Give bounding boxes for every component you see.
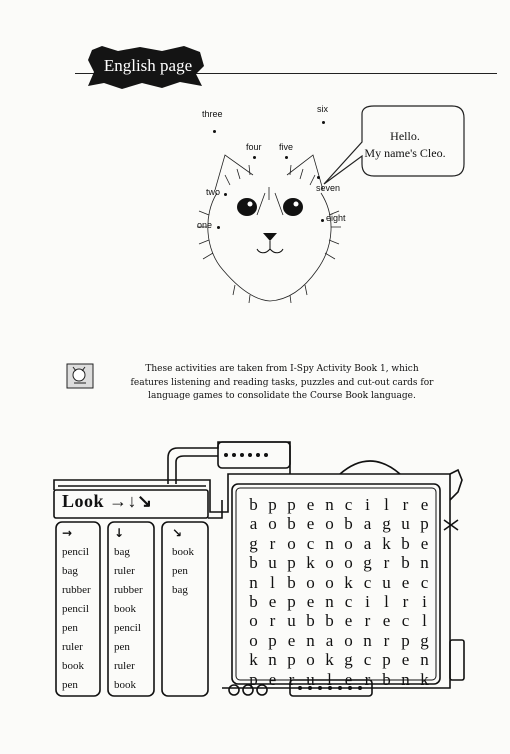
grid-letter: b xyxy=(306,611,315,631)
grid-letter: e xyxy=(344,669,353,689)
grid-letter: c xyxy=(401,611,410,631)
grid-letter: b xyxy=(249,591,258,611)
grid-letter: u xyxy=(306,669,315,689)
grid-letter: u xyxy=(287,611,296,631)
speech-line-1: Hello. xyxy=(390,129,420,143)
grid-letter: c xyxy=(306,533,315,553)
grid-letter: e xyxy=(401,650,410,670)
grid-letter: n xyxy=(420,650,429,670)
grid-letter: e xyxy=(306,591,315,611)
grid-letter: e xyxy=(306,495,315,514)
grid-letter: p xyxy=(287,495,296,514)
grid-letter: u xyxy=(382,572,391,592)
grid-letter: g xyxy=(363,553,372,573)
word-column-diagonal xyxy=(172,524,194,600)
grid-letter: r xyxy=(402,591,409,611)
word-column-across xyxy=(62,524,91,695)
grid-letter: b xyxy=(401,553,410,573)
grid-letter: p xyxy=(382,650,391,670)
grid-letter: b xyxy=(401,533,410,553)
grid-letter: l xyxy=(384,495,389,514)
dot-label-two: two xyxy=(206,187,221,197)
list-item: book xyxy=(114,679,136,691)
grid-letter: p xyxy=(287,650,296,670)
grid-letter: r xyxy=(402,495,409,514)
grid-letter: p xyxy=(420,514,429,534)
list-item: book xyxy=(62,660,84,672)
grid-letter: b xyxy=(249,495,258,514)
list-item: ruler xyxy=(62,641,83,653)
grid-letter: a xyxy=(363,514,372,534)
list-item: pencil xyxy=(114,622,141,634)
down-arrow-icon: ↓ xyxy=(114,526,125,540)
grid-letter: e xyxy=(420,495,429,514)
caption-line-3: language games to consolidate the Course Book language. xyxy=(148,391,416,401)
list-item: pen xyxy=(62,679,78,691)
list-item: bag xyxy=(114,546,130,558)
grid-letter: p xyxy=(268,495,277,514)
grid-letter: b xyxy=(287,514,296,534)
grid-letter: r xyxy=(383,553,390,573)
grid-letter: b xyxy=(382,669,391,689)
grid-letter: r xyxy=(269,611,276,631)
grid-letter: k xyxy=(306,553,315,573)
grid-letter: a xyxy=(325,630,334,650)
grid-letter: k xyxy=(325,650,334,670)
grid-letter: c xyxy=(420,572,429,592)
list-item: book xyxy=(172,546,194,558)
grid-letter: p xyxy=(268,630,277,650)
grid-letter: n xyxy=(325,533,334,553)
grid-letter: o xyxy=(325,514,334,534)
grid-letter: o xyxy=(344,630,353,650)
grid-letter: e xyxy=(268,591,277,611)
grid-letter: k xyxy=(249,650,258,670)
list-item: ruler xyxy=(114,565,135,577)
word-search-grid xyxy=(244,495,434,689)
grid-letter: r xyxy=(288,669,295,689)
grid-letter: o xyxy=(325,553,334,573)
puzzle-title-word: Look xyxy=(62,491,105,511)
grid-letter: n xyxy=(363,630,372,650)
grid-letter: k xyxy=(420,669,429,689)
grid-letter: o xyxy=(344,533,353,553)
grid-letter: c xyxy=(344,591,353,611)
list-item: bag xyxy=(62,565,78,577)
diagonal-arrow-icon: ↘ xyxy=(172,526,183,540)
word-column-down xyxy=(114,524,143,695)
grid-letter: l xyxy=(384,591,389,611)
grid-letter: o xyxy=(287,533,296,553)
grid-letter: g xyxy=(420,630,429,650)
grid-letter: e xyxy=(287,630,296,650)
grid-letter: l xyxy=(327,669,332,689)
grid-letter: b xyxy=(325,611,334,631)
grid-letter: r xyxy=(364,669,371,689)
grid-letter: n xyxy=(249,572,258,592)
grid-letter: p xyxy=(287,553,296,573)
grid-letter: o xyxy=(249,630,258,650)
grid-letter: u xyxy=(401,514,410,534)
grid-letter: o xyxy=(306,650,315,670)
grid-letter: u xyxy=(268,553,277,573)
page-title: English page xyxy=(103,56,193,75)
list-item: pen xyxy=(62,622,78,634)
direction-arrows-icon: →↓↘ xyxy=(109,491,153,511)
grid-letter: k xyxy=(382,533,391,553)
grid-letter: e xyxy=(268,669,277,689)
grid-letter: a xyxy=(363,533,372,553)
grid-letter: n xyxy=(420,553,429,573)
grid-letter: e xyxy=(382,611,391,631)
list-item: book xyxy=(114,603,136,615)
grid-letter: i xyxy=(365,591,370,611)
grid-letter: e xyxy=(401,572,410,592)
grid-letter: g xyxy=(382,514,391,534)
list-item: pen xyxy=(114,641,130,653)
grid-letter: l xyxy=(270,572,275,592)
grid-letter: e xyxy=(344,611,353,631)
right-arrow-icon: → xyxy=(62,526,73,540)
grid-letter: a xyxy=(249,514,258,534)
grid-letter: c xyxy=(363,572,372,592)
grid-letter: n xyxy=(325,495,334,514)
grid-letter: o xyxy=(325,572,334,592)
dot-label-one: one xyxy=(197,220,213,230)
dot-label-six: six xyxy=(317,104,328,114)
grid-letter: n xyxy=(325,591,334,611)
grid-letter: p xyxy=(249,669,258,689)
list-item: rubber xyxy=(62,584,91,596)
grid-letter: i xyxy=(422,591,427,611)
dot-label-four: four xyxy=(246,142,262,152)
grid-letter: p xyxy=(287,591,296,611)
list-item: rubber xyxy=(114,584,143,596)
list-item: ruler xyxy=(114,660,135,672)
dot-label-seven: seven xyxy=(316,183,341,193)
grid-letter: e xyxy=(420,533,429,553)
dot-label-five: five xyxy=(279,142,294,152)
caption-line-1: These activities are taken from I-Spy Activity Book 1, which xyxy=(145,364,419,374)
list-item: pencil xyxy=(62,546,89,558)
dot-label-eight: eight xyxy=(326,213,346,223)
grid-letter: r xyxy=(269,533,276,553)
grid-letter: o xyxy=(306,572,315,592)
grid-letter: g xyxy=(249,533,258,553)
caption-line-2: features listening and reading tasks, puzzles and cut-out cards for xyxy=(130,377,434,388)
grid-letter: b xyxy=(287,572,296,592)
grid-letter: n xyxy=(401,669,410,689)
grid-letter: b xyxy=(249,553,258,573)
grid-letter: n xyxy=(306,630,315,650)
grid-letter: p xyxy=(401,630,410,650)
puzzle-title xyxy=(62,491,153,512)
grid-letter: o xyxy=(344,553,353,573)
grid-letter: r xyxy=(383,630,390,650)
grid-letter: i xyxy=(365,495,370,514)
grid-letter: c xyxy=(344,495,353,514)
list-item: pencil xyxy=(62,603,89,615)
grid-letter: k xyxy=(344,572,353,592)
grid-letter: r xyxy=(364,611,371,631)
speech-line-2: My name's Cleo. xyxy=(364,146,446,160)
grid-letter: o xyxy=(268,514,277,534)
grid-letter: c xyxy=(363,650,372,670)
list-item: bag xyxy=(172,584,188,596)
grid-letter: l xyxy=(422,611,427,631)
grid-letter: n xyxy=(268,650,277,670)
grid-letter: o xyxy=(249,611,258,631)
dot-label-three: three xyxy=(202,109,223,119)
grid-letter: e xyxy=(306,514,315,534)
grid-letter: b xyxy=(344,514,353,534)
list-item: pen xyxy=(172,565,188,577)
grid-letter: g xyxy=(344,650,353,670)
